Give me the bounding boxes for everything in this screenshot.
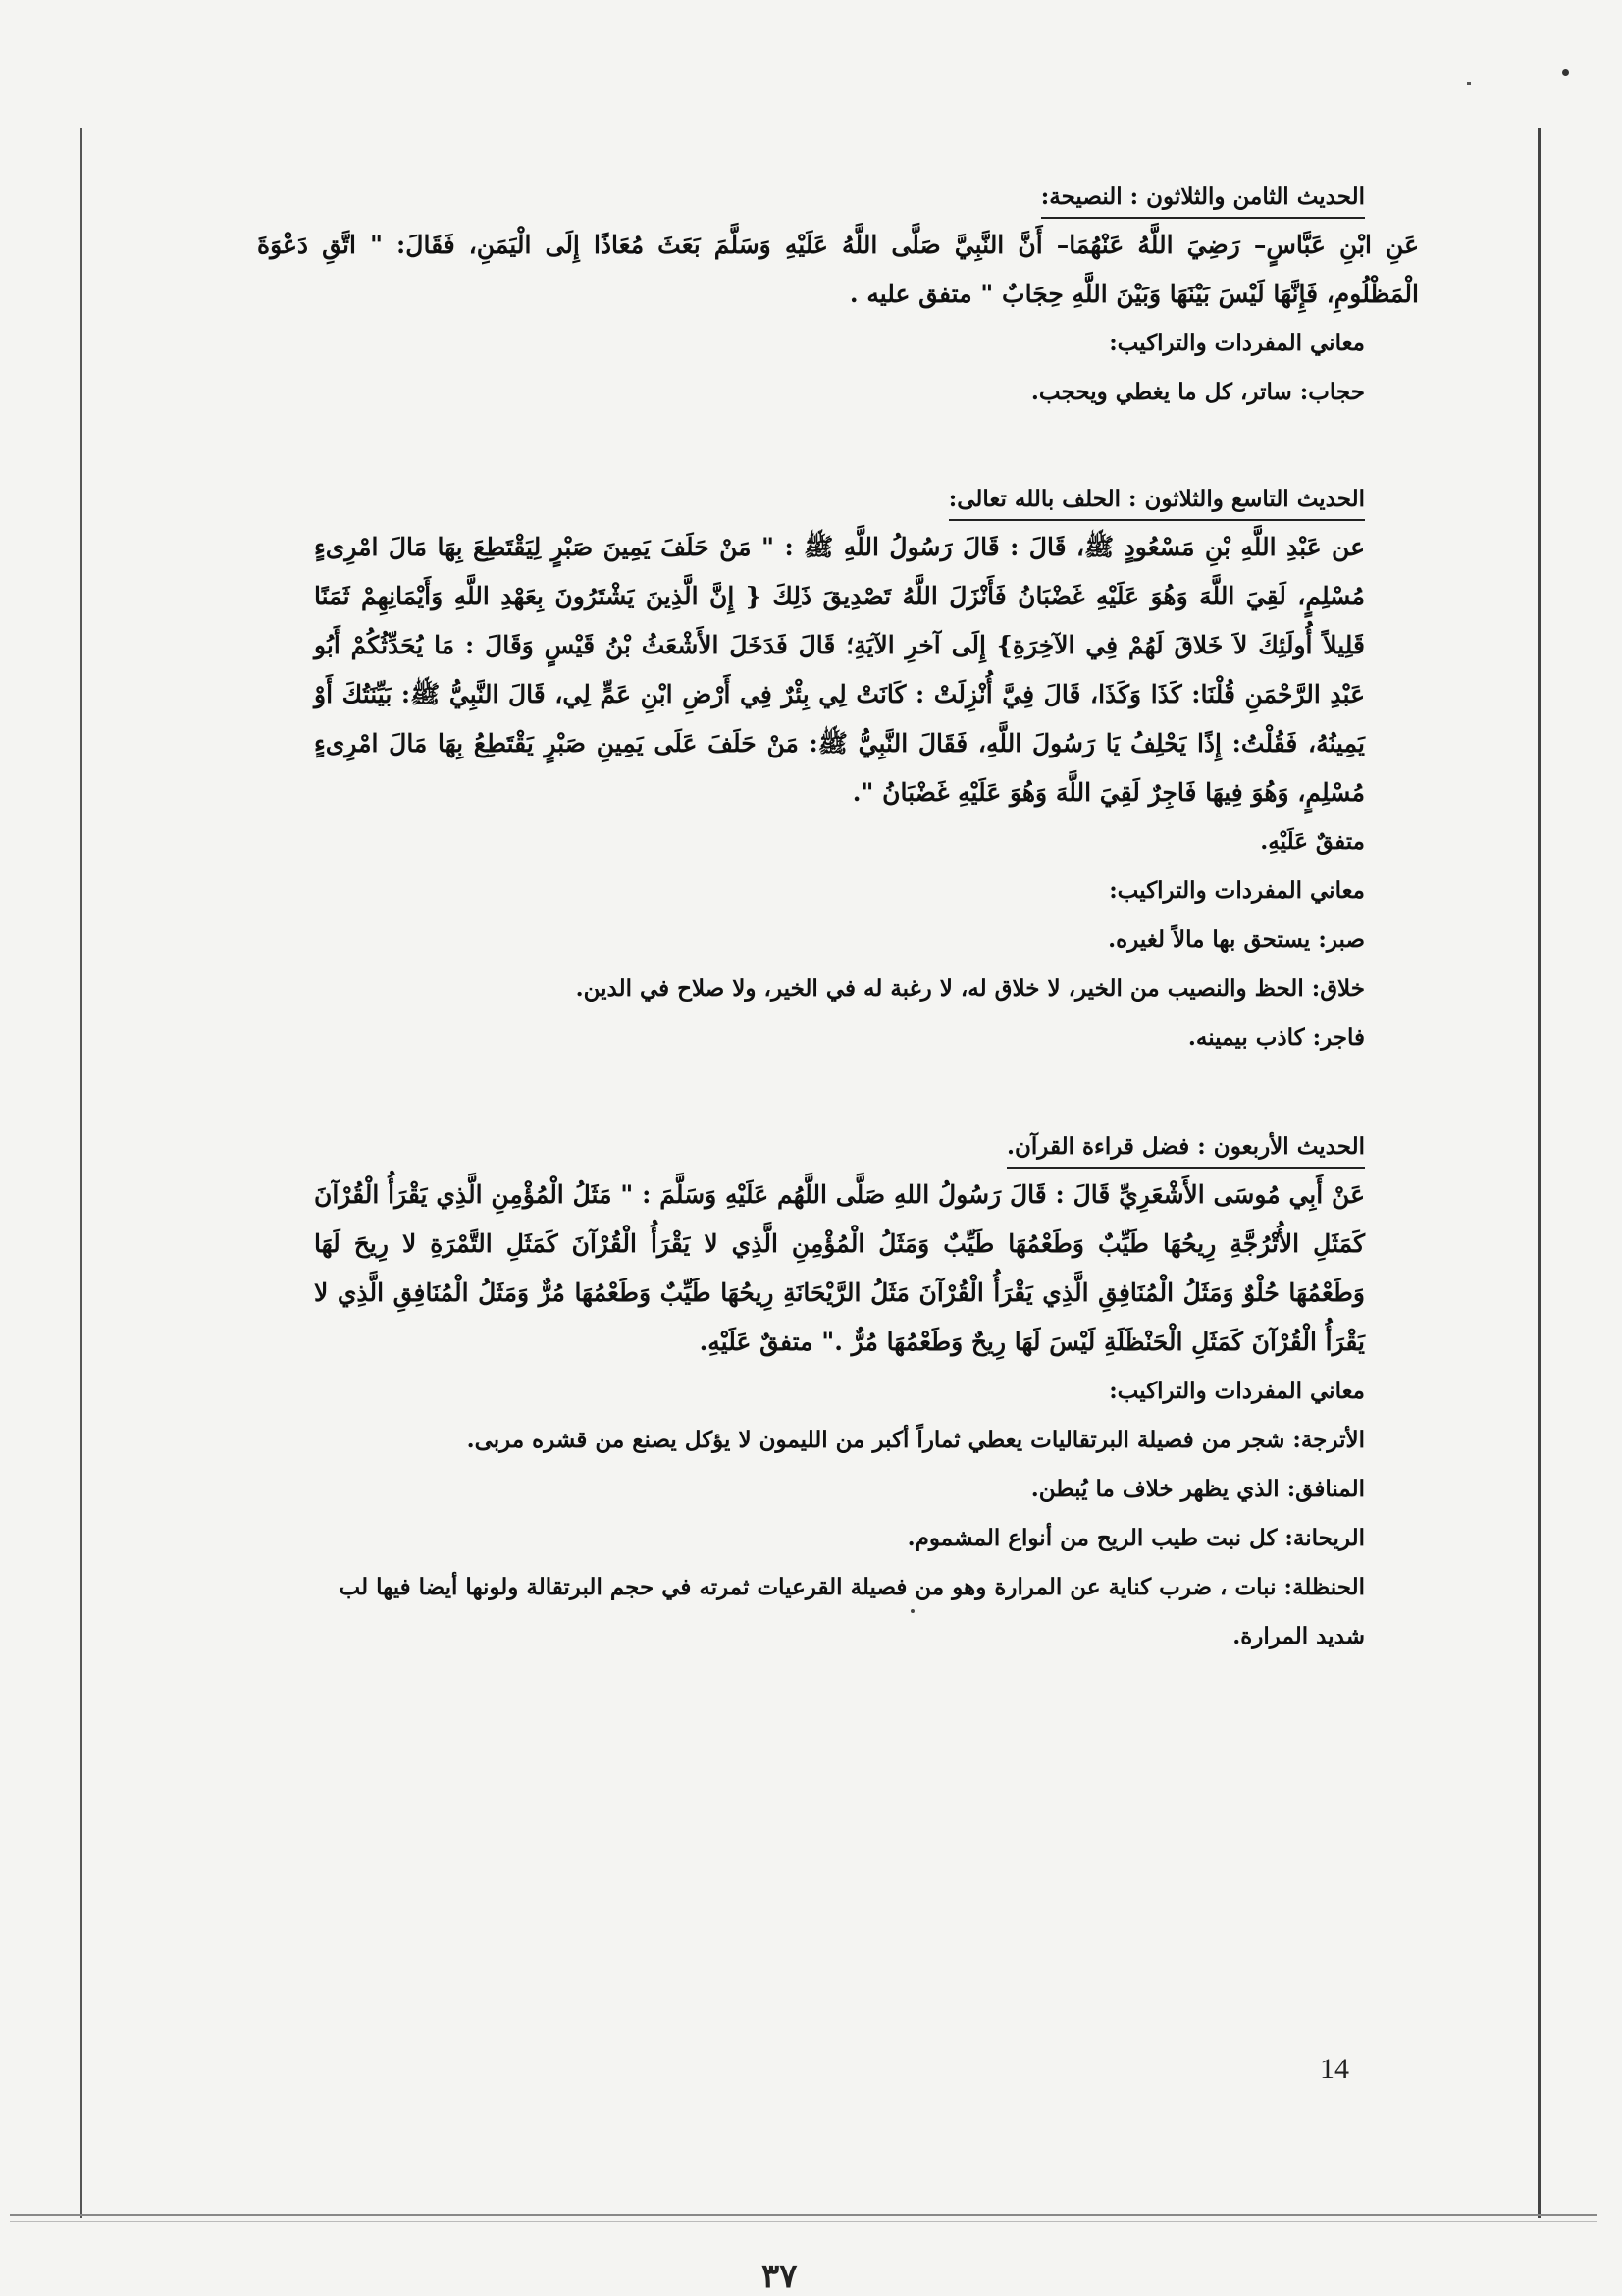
footer-page-number: ٣٧ [761,2259,798,2295]
hadith-38-text: عَنِ ابْنِ عَبَّاسٍ– رَضِيَ اللَّهُ عَنْهُمَا– أَنَّ النَّبِيَّ صَلَّى اللَّهُ عَلَيْهِ وَسَلَّمَ بَعَثَ مُعَاذًا إِلَى الْيَمَنِ، فَقَالَ: " اتَّقِ دَعْوَةَ الْمَظْلُومِ، فَإِنَّهَا لَيْسَ بَيْنَهَا وَبَيْنَ اللَّهِ حِجَابٌ " متفق عليه . [257,231,1419,308]
hadith-38-title: الحديث الثامن والثلاثون : النصيحة: [1041,178,1365,219]
hadith-40-vocab-item: الأترجة: شجر من فصيلة البرتقاليات يعطي ثماراً أكبر من الليمون لا يؤكل يصنع من قشره مربى. [466,1427,1365,1453]
hadith-38-vocab-item: حجاب: ساتر، كل ما يغطي ويحجب. [1030,379,1365,405]
bottom-rule-secondary [10,2221,1597,2222]
page-number: 14 [1320,2053,1349,2085]
hadith-39-section [314,474,1365,1063]
hadith-38-section [257,172,1419,417]
hadith-39-agreed: متفقٌ عَلَيْهِ. [1260,828,1365,855]
hadith-39-vocab-item: صبر: يستحق بها مالاً لغيره. [1108,926,1365,953]
scan-dot [1562,69,1569,76]
hadith-40-vocab-item: الحنظلة: نبات ، ضرب كناية عن المرارة وهو من فصيلة القرعيات ثمرته في حجم البرتقالة ولونها أيضا فيها لب شديد المرارة. [339,1574,1365,1649]
hadith-40-vocab-item: الريحانة: كل نبت طيب الريح من أنواع المشموم. [907,1525,1365,1551]
bottom-rule [10,2214,1597,2216]
scan-speck [911,1609,915,1613]
hadith-39-title: الحديث التاسع والثلاثون : الحلف بالله تعالى: [949,480,1365,521]
scan-mark [1467,82,1471,85]
hadith-39-vocab-heading: معاني المفردات والتراكيب: [1109,877,1365,904]
hadith-40-title: الحديث الأربعون : فضل قراءة القرآن. [1007,1127,1365,1169]
hadith-38-vocab-heading: معاني المفردات والتراكيب: [1109,330,1365,356]
hadith-40-vocab-item: المنافق: الذي يظهر خلاف ما يُبطن. [1030,1476,1365,1502]
hadith-39-text: عن عَبْدِ اللَّهِ بْنِ مَسْعُودٍ ﷺ، قَالَ : قَالَ رَسُولُ اللَّهِ ﷺ : " مَنْ حَلَفَ يَمِينَ صَبْرٍ لِيَقْتَطِعَ بِهَا مَالَ امْرِىءٍ مُسْلِمٍ، لَقِيَ اللَّهَ وَهُوَ عَلَيْهِ غَضْبَانُ فَأَنْزَلَ اللَّهُ تَصْدِيقَ ذَلِكَ { إِنَّ الَّذِينَ يَشْتَرُونَ بِعَهْدِ اللَّهِ وَأَيْمَانِهِمْ ثَمَنًا قَلِيلاً أُولَئِكَ لاَ خَلاقَ لَهُمْ فِي الآخِرَةِ} إِلَى آخرِ الآيَةِ؛ قَالَ فَدَخَلَ الأَشْعَثُ بْنُ قَيْسٍ وَقَالَ : مَا يُحَدِّثُكُمْ أَبُو عَبْدِ الرَّحْمَنِ قُلْنَا: كَذَا وَكَذَا، قَالَ فِيَّ أُنْزِلَتْ : كَانَتْ لِي بِئْرٌ فِي أَرْضِ ابْنِ عَمٍّ لِي، قَالَ النَّبِيُّ ﷺ: بَيِّنَتُكَ أَوْ يَمِينُهُ، فَقُلْتُ: إِذًا يَحْلِفُ يَا رَسُولَ اللَّهِ، فَقَالَ النَّبِيُّ ﷺ: مَنْ حَلَفَ عَلَى يَمِينِ صَبْرٍ يَقْتَطِعُ بِهَا مَالَ امْرِىءٍ مُسْلِمٍ، وَهُوَ فِيهَا فَاجِرٌ لَقِيَ اللَّهَ وَهُوَ عَلَيْهِ غَضْبَانُ ". [314,533,1365,807]
hadith-39-vocab-item: خلاق: الحظ والنصيب من الخير، لا خلاق له، لا رغبة له في الخير، ولا صلاح في الدين. [575,975,1365,1002]
hadith-40-text: عَنْ أَبِي مُوسَى الأَشْعَرِيِّ قَالَ : قَالَ رَسُولُ اللهِ صَلَّى اللَّهُم عَلَيْهِ وَسَلَّمَ : " مَثَلُ الْمُؤْمِنِ الَّذِي يَقْرَأُ الْقُرْآنَ كَمَثَلِ الأُتْرُجَّةِ رِيحُهَا طَيِّبٌ وَطَعْمُهَا طَيِّبٌ وَمَثَلُ الْمُؤْمِنِ الَّذِي لا يَقْرَأُ الْقُرْآنَ كَمَثَلِ التَّمْرَةِ لا رِيحَ لَهَا وَطَعْمُهَا حُلْوٌ وَمَثَلُ الْمُنَافِقِ الَّذِي يَقْرَأُ الْقُرْآنَ مَثَلُ الرَّيْحَانَةِ رِيحُهَا طَيِّبٌ وَطَعْمُهَا مُرٌّ وَمَثَلُ الْمُنَافِقِ الَّذِي لا يَقْرَأُ الْقُرْآنَ كَمَثَلِ الْحَنْظَلَةِ لَيْسَ لَهَا رِيحٌ وَطَعْمُهَا مُرٌّ ." متفقٌ عَلَيْهِ. [314,1180,1365,1356]
page-content [257,172,1419,1661]
hadith-40-section [314,1122,1365,1661]
hadith-40-vocab-heading: معاني المفردات والتراكيب: [1109,1378,1365,1404]
hadith-39-vocab-item: فاجر: كاذب بيمينه. [1187,1024,1365,1051]
